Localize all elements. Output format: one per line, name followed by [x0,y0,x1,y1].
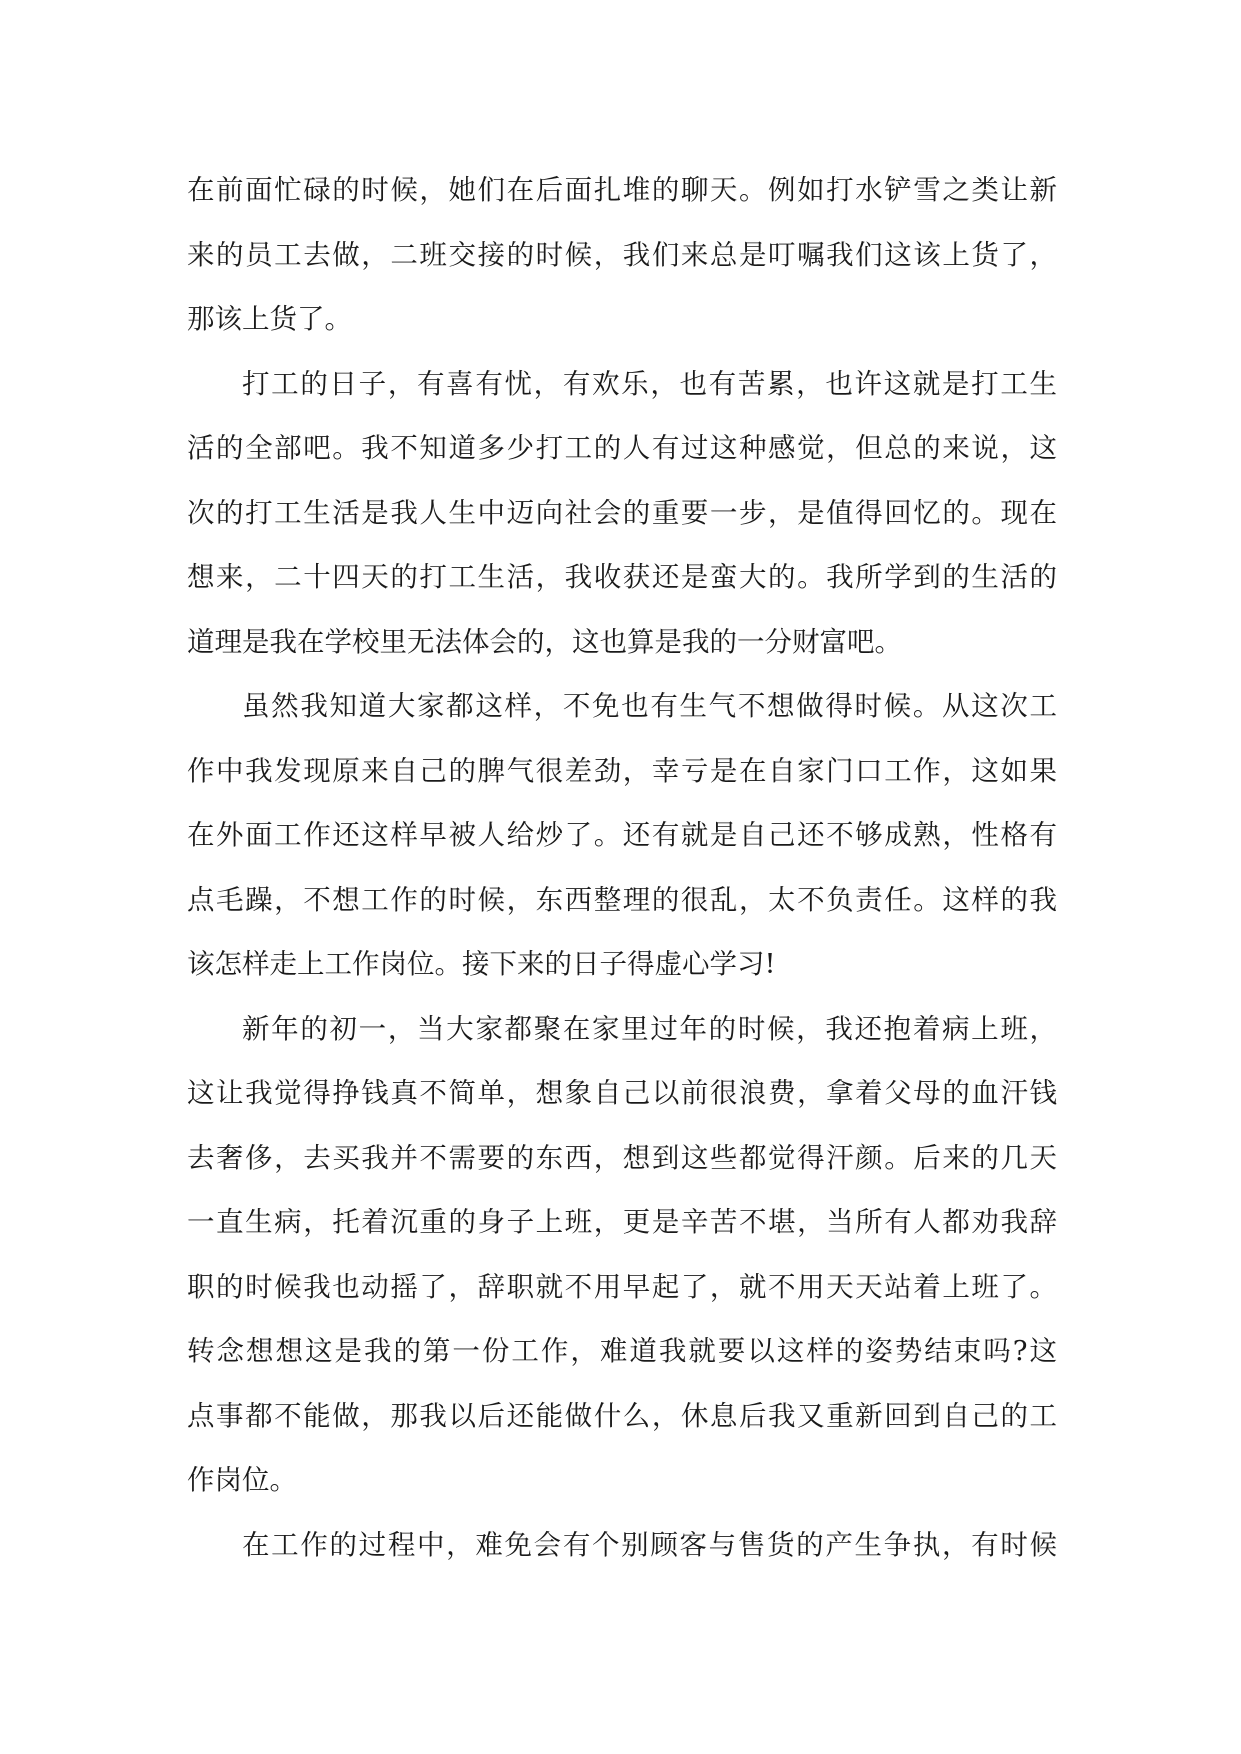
text-line: 一直生病，托着沉重的身子上班，更是辛苦不堪，当所有人都劝我辞 [187,1206,1057,1238]
text-line: 那该上货了。 [187,303,352,335]
text-line: 在前面忙碌的时候，她们在后面扎堆的聊天。例如打水铲雪之类让新 [187,174,1057,206]
text-line: 在外面工作还这样早被人给炒了。还有就是自己还不够成熟，性格有 [187,819,1057,851]
text-line: 点事都不能做，那我以后还能做什么，休息后我又重新回到自己的工 [187,1399,1057,1432]
paragraph-3 [187,674,1057,997]
body-text [187,158,1057,1577]
text-line: 来的员工去做，二班交接的时候，我们来总是叮嘱我们这该上货了， [187,238,1057,271]
text-line: 转念想想这是我的第一份工作，难道我就要以这样的姿势结束吗?这 [187,1335,1057,1367]
paragraph-2 [187,352,1057,675]
text-line: 打工的日子，有喜有忧，有欢乐，也有苦累，也许这就是打工生 [242,367,1057,400]
text-line: 职的时候我也动摇了，辞职就不用早起了，就不用天天站着上班了。 [187,1270,1057,1303]
paragraph-4 [187,997,1057,1513]
text-line: 这让我觉得挣钱真不简单，想象自己以前很浪费，拿着父母的血汗钱 [187,1077,1057,1109]
text-line: 作岗位。 [187,1464,297,1496]
text-line: 虽然我知道大家都这样，不免也有生气不想做得时候。从这次工 [242,690,1057,722]
paragraph-1 [187,158,1057,352]
paragraph-5 [187,1513,1057,1578]
text-line: 次的打工生活是我人生中迈向社会的重要一步，是值得回忆的。现在 [187,496,1057,529]
text-line: 新年的初一，当大家都聚在家里过年的时候，我还抱着病上班， [242,1012,1057,1045]
text-line: 该怎样走上工作岗位。接下来的日子得虚心学习! [187,948,776,980]
text-line: 点毛躁，不想工作的时候，东西整理的很乱，太不负责任。这样的我 [187,883,1057,916]
text-line: 活的全部吧。我不知道多少打工的人有过这种感觉，但总的来说，这 [187,432,1057,464]
text-line: 作中我发现原来自己的脾气很差劲，幸亏是在自家门口工作，这如果 [187,754,1057,787]
text-line: 去奢侈，去买我并不需要的东西，想到这些都觉得汗颜。后来的几天 [187,1141,1057,1174]
text-line: 在工作的过程中，难免会有个别顾客与售货的产生争执，有时候 [242,1528,1057,1561]
text-line: 道理是我在学校里无法体会的，这也算是我的一分财富吧。 [187,625,902,658]
text-line: 想来，二十四天的打工生活，我收获还是蛮大的。我所学到的生活的 [187,561,1057,593]
